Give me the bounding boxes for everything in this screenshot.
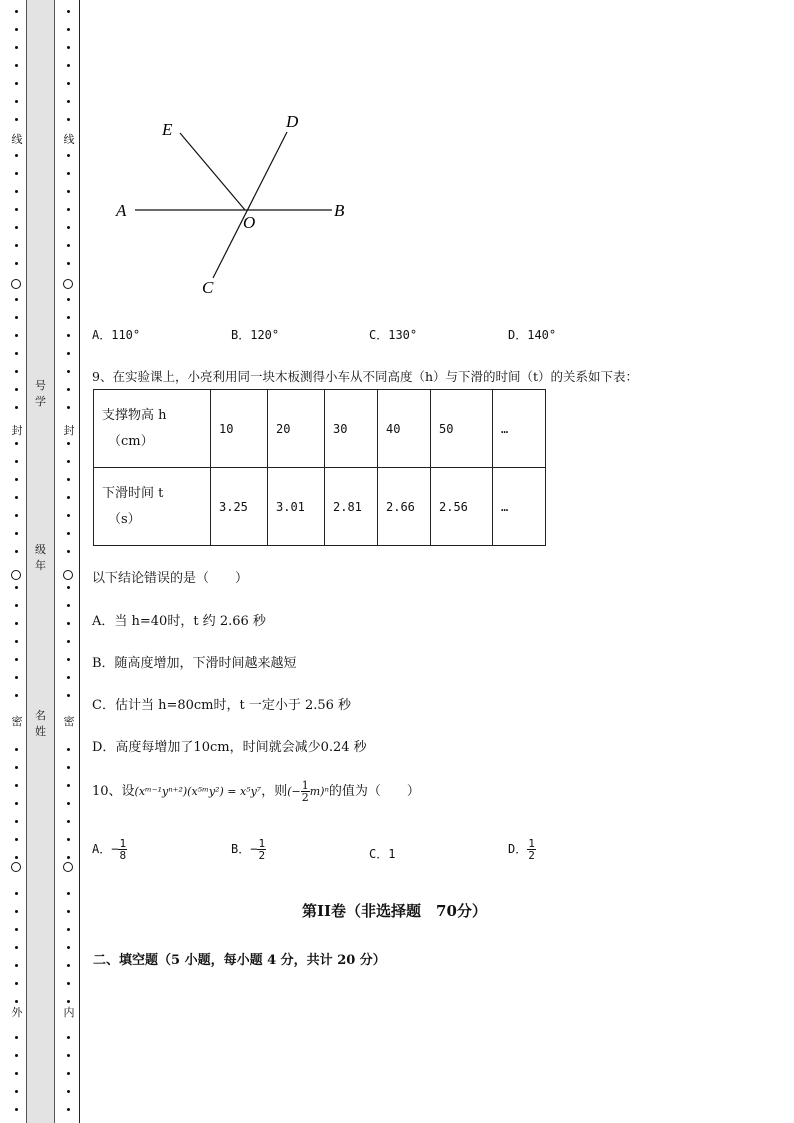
q9-prompt: 以下结论错误的是（ ） <box>92 571 249 586</box>
student-info-band <box>26 0 55 1123</box>
option-prefix: D． <box>508 842 528 856</box>
binding-dot <box>15 964 18 967</box>
binding-dot <box>15 316 18 319</box>
fraction-numerator: 1 <box>119 837 127 850</box>
binding-dot <box>15 766 18 769</box>
binding-dot <box>67 64 70 67</box>
binding-margin <box>0 0 82 1123</box>
label-line: 下滑时间 t <box>102 485 164 501</box>
binding-dot <box>15 460 18 463</box>
binding-dot <box>67 316 70 319</box>
binding-dot <box>67 1036 70 1039</box>
q10-expr-suffix: m)ⁿ <box>309 785 329 798</box>
circle-mark <box>11 570 21 580</box>
inner-label-nei: 内 <box>60 1006 78 1019</box>
fraction-numerator: 1 <box>528 837 535 850</box>
table-cell: … <box>493 390 546 468</box>
binding-dot <box>15 532 18 535</box>
binding-dot <box>15 208 18 211</box>
outer-label-xian: 线 <box>8 133 26 146</box>
q9-option-d: D．高度每增加了10cm，时间就会减少0.24 秒 <box>92 740 367 755</box>
binding-dot <box>15 640 18 643</box>
binding-dot <box>15 118 18 121</box>
binding-dot <box>67 964 70 967</box>
q10-expr-prefix: (− <box>287 785 301 798</box>
fraction <box>118 838 127 861</box>
line-DC <box>213 132 287 278</box>
option-prefix: B．− <box>231 842 258 856</box>
outer-label-wai: 外 <box>8 1006 26 1019</box>
binding-dot <box>67 208 70 211</box>
circle-mark <box>11 279 21 289</box>
binding-dot <box>67 82 70 85</box>
binding-dot <box>15 1108 18 1111</box>
binding-dot <box>67 442 70 445</box>
fraction-denominator: 8 <box>119 849 127 862</box>
binding-dot <box>67 784 70 787</box>
binding-dot <box>67 100 70 103</box>
q8-option-d: D．140° <box>508 328 557 342</box>
binding-dot <box>15 46 18 49</box>
q10-mid: ，则 <box>261 784 288 799</box>
row-label-height <box>94 390 211 468</box>
inner-label-mi: 密 <box>60 715 78 728</box>
inner-label-xian: 线 <box>60 133 78 146</box>
binding-dot <box>67 1000 70 1003</box>
binding-dot <box>67 1072 70 1075</box>
binding-dot <box>15 604 18 607</box>
fraction <box>527 838 536 861</box>
binding-dot <box>67 514 70 517</box>
subsection-title: 二、填空题（5 小题，每小题 4 分，共计 20 分） <box>93 953 386 968</box>
label-D: D <box>286 112 299 131</box>
binding-dot <box>67 190 70 193</box>
binding-dot <box>15 334 18 337</box>
label-unit: （s） <box>108 511 141 527</box>
binding-dot <box>67 496 70 499</box>
label-unit: （cm） <box>108 433 154 449</box>
binding-dot <box>67 676 70 679</box>
binding-dot <box>15 244 18 247</box>
outer-dotted-line <box>12 0 22 1123</box>
binding-dot <box>15 856 18 859</box>
binding-dot <box>67 406 70 409</box>
fraction <box>257 838 266 861</box>
table-cell: 30 <box>325 390 378 468</box>
binding-dot <box>15 82 18 85</box>
q10-prefix: 10、设 <box>92 784 135 799</box>
fraction-numerator: 1 <box>258 837 266 850</box>
binding-dot <box>67 550 70 553</box>
binding-dot <box>67 298 70 301</box>
q9-stem: 9、在实验课上，小亮利用同一块木板测得小车从不同高度（h）与下滑的时间（t）的关系如下表： <box>92 369 639 384</box>
label-B: B <box>334 201 345 220</box>
table-cell: 2.81 <box>325 468 378 546</box>
binding-dot <box>15 442 18 445</box>
q10-fraction <box>301 780 310 803</box>
binding-dot <box>15 370 18 373</box>
binding-dot <box>67 856 70 859</box>
binding-dot <box>15 262 18 265</box>
q8-option-b: B．120° <box>231 328 280 342</box>
label-O: O <box>243 213 256 232</box>
binding-dot <box>67 910 70 913</box>
binding-dot <box>67 766 70 769</box>
label-E: E <box>162 120 173 139</box>
q10-option-c: C．1 <box>369 847 396 861</box>
binding-dot <box>67 154 70 157</box>
q9-option-a: A．当 h=40时，t 约 2.66 秒 <box>92 614 266 629</box>
binding-dot <box>67 748 70 751</box>
binding-dot <box>67 694 70 697</box>
table-cell: 2.56 <box>431 468 493 546</box>
binding-dot <box>67 334 70 337</box>
binding-dot <box>15 154 18 157</box>
field-grade: 级年 <box>35 543 46 572</box>
binding-dot <box>15 496 18 499</box>
binding-dot <box>67 352 70 355</box>
binding-dot <box>15 28 18 31</box>
binding-dot <box>67 928 70 931</box>
circle-mark <box>63 279 73 289</box>
binding-dot <box>15 100 18 103</box>
outer-label-feng: 封 <box>8 424 26 437</box>
field-name: 名姓 <box>35 709 46 738</box>
binding-dot <box>67 226 70 229</box>
binding-dot <box>15 748 18 751</box>
binding-dot <box>15 586 18 589</box>
binding-dot <box>15 820 18 823</box>
q8-option-a: A．110° <box>92 328 141 342</box>
table-cell: 50 <box>431 390 493 468</box>
label-line: 支撑物高 h <box>102 407 167 423</box>
binding-dot <box>15 946 18 949</box>
fraction-denominator: 2 <box>301 791 309 804</box>
ray-OE <box>180 133 245 210</box>
binding-dot <box>67 172 70 175</box>
outer-label-mi: 密 <box>8 715 26 728</box>
binding-dot <box>67 460 70 463</box>
label-A: A <box>116 201 127 220</box>
binding-dot <box>15 1054 18 1057</box>
table-cell: 3.01 <box>268 468 325 546</box>
binding-dot <box>67 28 70 31</box>
binding-dot <box>15 388 18 391</box>
binding-dot <box>67 118 70 121</box>
binding-dot <box>15 10 18 13</box>
binding-dot <box>67 586 70 589</box>
binding-dot <box>67 532 70 535</box>
binding-dot <box>15 64 18 67</box>
q10-equation: (xᵐ⁻¹yⁿ⁺²)(x⁵ᵐy²) = x⁵y⁷ <box>134 785 262 798</box>
binding-dot <box>15 892 18 895</box>
binding-dot <box>67 388 70 391</box>
circle-mark <box>63 570 73 580</box>
binding-dot <box>67 658 70 661</box>
circle-mark <box>63 862 73 872</box>
binding-dot <box>15 406 18 409</box>
margin-border-line <box>79 0 80 1123</box>
q10-option-b <box>231 838 266 861</box>
binding-dot <box>67 1090 70 1093</box>
binding-dot <box>15 622 18 625</box>
binding-dot <box>67 820 70 823</box>
binding-dot <box>15 478 18 481</box>
q10-suffix: 的值为（ ） <box>328 784 420 799</box>
fraction-denominator: 2 <box>528 849 535 862</box>
binding-dot <box>15 1000 18 1003</box>
table-cell: 3.25 <box>211 468 268 546</box>
option-prefix: A．− <box>92 842 119 856</box>
label-C: C <box>202 278 214 297</box>
field-student-number: 号学 <box>35 379 46 408</box>
binding-dot <box>15 982 18 985</box>
binding-dot <box>15 784 18 787</box>
section-title: 第II卷（非选择题 70分） <box>302 902 487 920</box>
binding-dot <box>67 370 70 373</box>
binding-dot <box>15 1090 18 1093</box>
circle-mark <box>11 862 21 872</box>
binding-dot <box>67 946 70 949</box>
binding-dot <box>67 622 70 625</box>
binding-dot <box>67 802 70 805</box>
q8-option-c: C．130° <box>369 328 418 342</box>
q10-stem <box>92 780 420 803</box>
binding-dot <box>67 838 70 841</box>
binding-dot <box>67 1108 70 1111</box>
binding-dot <box>67 10 70 13</box>
q9-option-c: C．估计当 h=80cm时，t 一定小于 2.56 秒 <box>92 698 352 713</box>
table-row <box>94 468 546 546</box>
binding-dot <box>15 172 18 175</box>
table-row <box>94 390 546 468</box>
binding-dot <box>15 694 18 697</box>
binding-dot <box>15 838 18 841</box>
table-cell: 20 <box>268 390 325 468</box>
binding-dot <box>67 46 70 49</box>
binding-dot <box>15 298 18 301</box>
fraction-numerator: 1 <box>301 779 309 792</box>
binding-dot <box>15 802 18 805</box>
row-label-time <box>94 468 211 546</box>
binding-dot <box>15 1036 18 1039</box>
table-cell: 2.66 <box>378 468 431 546</box>
binding-dot <box>67 982 70 985</box>
binding-dot <box>15 352 18 355</box>
binding-dot <box>67 640 70 643</box>
binding-dot <box>15 514 18 517</box>
inner-label-feng: 封 <box>60 424 78 437</box>
binding-dot <box>67 892 70 895</box>
table-cell: 10 <box>211 390 268 468</box>
binding-dot <box>15 658 18 661</box>
q9-option-b: B．随高度增加，下滑时间越来越短 <box>92 656 297 671</box>
table-cell: … <box>493 468 546 546</box>
binding-dot <box>67 1054 70 1057</box>
binding-dot <box>67 244 70 247</box>
inner-dotted-line <box>64 0 74 1123</box>
q9-table <box>93 389 546 546</box>
binding-dot <box>15 550 18 553</box>
binding-dot <box>15 226 18 229</box>
binding-dot <box>15 910 18 913</box>
q10-option-d <box>508 838 536 861</box>
table-cell: 40 <box>378 390 431 468</box>
binding-dot <box>67 604 70 607</box>
binding-dot <box>15 1072 18 1075</box>
fraction-denominator: 2 <box>258 849 266 862</box>
angle-figure <box>110 108 360 298</box>
binding-dot <box>15 190 18 193</box>
binding-dot <box>67 262 70 265</box>
q10-option-a <box>92 838 127 861</box>
binding-dot <box>15 928 18 931</box>
binding-dot <box>15 676 18 679</box>
binding-dot <box>67 478 70 481</box>
